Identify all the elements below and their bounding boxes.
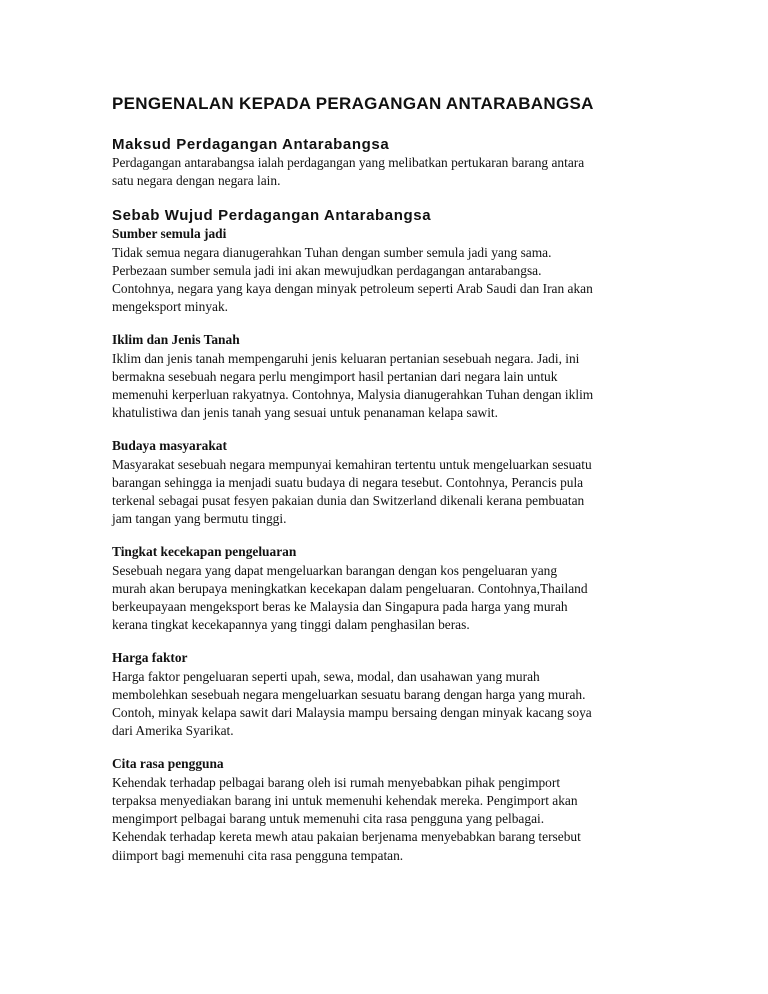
reason-paragraph bbox=[112, 774, 672, 865]
document-page bbox=[112, 94, 672, 880]
reason-paragraph bbox=[112, 350, 672, 423]
paragraph-line: memenuhi kerperluan rakyatnya. Contohnya, Malysia dianugerahkan Tuhan dengan iklim bbox=[112, 387, 594, 403]
paragraph-line: murah akan berupaya meningkatkan kecekapan dalam pengeluaran. Contohnya,Thailand bbox=[112, 580, 588, 596]
reason-paragraph bbox=[112, 562, 672, 635]
subheading: Tingkat kecekapan pengeluaran bbox=[112, 544, 297, 560]
paragraph-line: dari Amerika Syarikat. bbox=[112, 723, 234, 739]
reason-factor-price bbox=[112, 649, 672, 740]
paragraph-line: Tidak semua negara dianugerahkan Tuhan dengan sumber semula jadi yang sama. bbox=[112, 244, 552, 260]
paragraph-line: Kehendak terhadap pelbagai barang oleh isi rumah menyebabkan pihak pengimport bbox=[112, 774, 561, 790]
definition-paragraph bbox=[112, 154, 672, 190]
paragraph-line: mengimport pelbagai barang untuk memenuhi cita rasa pengguna yang pelbagai. bbox=[112, 811, 545, 827]
reason-paragraph bbox=[112, 456, 672, 529]
paragraph-line: berkeupayaan mengeksport beras ke Malaysia dan Singapura pada harga yang murah bbox=[112, 599, 568, 615]
document-title: PENGENALAN KEPADA PERAGANGAN ANTARABANGSA bbox=[112, 94, 594, 113]
paragraph-line: Iklim dan jenis tanah mempengaruhi jenis keluaran pertanian sesebuah negara. Jadi, ini bbox=[112, 350, 580, 366]
reason-climate-soil bbox=[112, 331, 672, 422]
subheading: Budaya masyarakat bbox=[112, 438, 227, 454]
paragraph-line: mengeksport minyak. bbox=[112, 299, 229, 315]
reason-consumer-taste bbox=[112, 755, 672, 864]
paragraph-line: satu negara dengan negara lain. bbox=[112, 173, 281, 189]
section-heading-definition: Maksud Perdagangan Antarabangsa bbox=[112, 136, 390, 153]
paragraph-line: bermakna sesebuah negara perlu mengimport hasil pertanian dari negara lain untuk bbox=[112, 368, 558, 384]
paragraph-line: terkenal sebagai pusat fesyen pakaian dunia dan Switzerland dikenali kerana pembuatan bbox=[112, 493, 585, 509]
subheading: Iklim dan Jenis Tanah bbox=[112, 332, 240, 348]
subheading: Sumber semula jadi bbox=[112, 226, 227, 242]
paragraph-line: Contoh, minyak kelapa sawit dari Malaysia mampu bersaing dengan minyak kacang soya bbox=[112, 705, 592, 721]
paragraph-line: Harga faktor pengeluaran seperti upah, sewa, modal, dan usahawan yang murah bbox=[112, 668, 540, 684]
paragraph-line: Sesebuah negara yang dapat mengeluarkan barangan dengan kos pengeluaran yang bbox=[112, 562, 558, 578]
paragraph-line: membolehkan sesebuah negara mengeluarkan sesuatu barang dengan harga yang murah. bbox=[112, 686, 586, 702]
paragraph-line: Masyarakat sesebuah negara mempunyai kemahiran tertentu untuk mengeluarkan sesuatu bbox=[112, 456, 592, 472]
section-heading-reasons: Sebab Wujud Perdagangan Antarabangsa bbox=[112, 207, 432, 225]
paragraph-line: jam tangan yang bermutu tinggi. bbox=[112, 511, 287, 527]
reason-natural-resources bbox=[112, 225, 672, 316]
paragraph-line: khatulistiwa dan jenis tanah yang sesuai untuk penanaman kelapa sawit. bbox=[112, 405, 498, 421]
paragraph-line: barangan sehingga ia menjadi suatu budaya di negara tesebut. Contohnya, Perancis pula bbox=[112, 474, 584, 490]
paragraph-line: diimport bagi memenuhi cita rasa pengguna tempatan. bbox=[112, 847, 404, 863]
paragraph-line: Contohnya, negara yang kaya dengan minyak petroleum seperti Arab Saudi dan Iran akan bbox=[112, 281, 593, 297]
paragraph-line: terpaksa menyediakan barang ini untuk memenuhi kehendak mereka. Pengimport akan bbox=[112, 792, 578, 808]
paragraph-line: Perbezaan sumber semula jadi ini akan mewujudkan perdagangan antarabangsa. bbox=[112, 262, 542, 278]
reason-paragraph bbox=[112, 244, 672, 317]
reason-culture bbox=[112, 437, 672, 528]
section-definition bbox=[112, 136, 672, 190]
section-reasons bbox=[112, 207, 672, 864]
subheading: Cita rasa pengguna bbox=[112, 756, 224, 772]
subheading: Harga faktor bbox=[112, 650, 188, 666]
paragraph-line: Kehendak terhadap kereta mewh atau pakaian berjenama menyebabkan barang tersebut bbox=[112, 829, 581, 845]
paragraph-line: kerana tingkat kecekapannya yang tinggi dalam penghasilan beras. bbox=[112, 617, 470, 633]
reason-production-efficiency bbox=[112, 543, 672, 634]
reason-paragraph bbox=[112, 668, 672, 741]
paragraph-line: Perdagangan antarabangsa ialah perdagangan yang melibatkan pertukaran barang antara bbox=[112, 155, 585, 170]
